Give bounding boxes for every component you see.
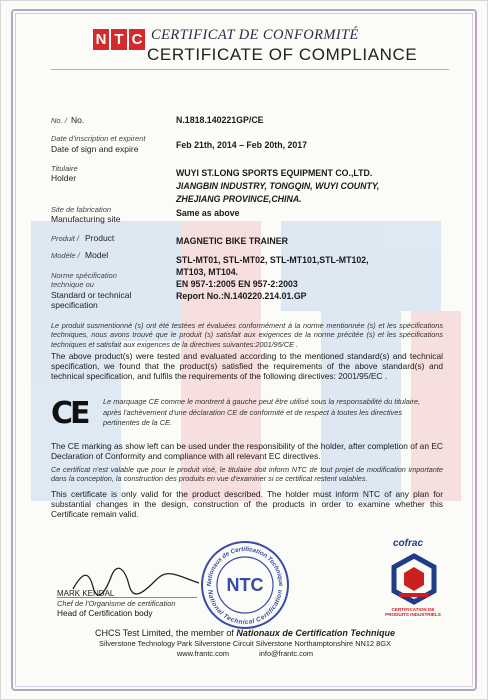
ce-text-fr-line-3: pertinentes de la CE.: [103, 418, 173, 427]
seal-bottom-text: National Technical Certification: [206, 589, 284, 627]
signatory-name: MARK KENDAL: [57, 589, 115, 598]
ce-text-fr-line-2: après l'achèvement d'une déclaration CE de conformité et de respect à toutes les directives: [103, 407, 403, 417]
product-label-en: Product: [85, 233, 115, 243]
title-french: CERTIFICAT DE CONFORMITÉ: [151, 27, 359, 43]
standard-label-en-2: specification: [51, 300, 98, 310]
certificate-number: N.1818.140221GP/CE: [176, 115, 264, 125]
holder-name: WUYI ST.LONG SPORTS EQUIPMENT CO.,LTD.: [176, 168, 373, 178]
footer-company: CHCS Test Limited, the member of: [94, 628, 237, 638]
standard-value: EN 957-1:2005 EN 957-2:2003: [176, 279, 298, 289]
validity-fr: Ce certificat n'est valable que pour le produit visé, le titulaire doit inform NTC de tout projet de modification importante dans la conception, la construction des produits en vue d'examiner si ce certificat restent valables.: [51, 465, 443, 484]
site-label-en: Manufacturing site: [51, 214, 121, 224]
site-label-fr: Site de fabrication: [51, 205, 112, 214]
statement-en: The above product(s) were tested and evaluated according to the mentioned standard(s) and technical specification, we found that the product(s) satisfied the requirements of the above standard(s) and technical specification, and fulfils the requirements of the following directives: 2001/95/EC .: [51, 351, 443, 382]
cofrac-label: cofrac: [393, 538, 424, 549]
ntc-seal-stamp: [199, 539, 291, 631]
validity-en: This certificate is only valid for the product described. The holder must inform NTC of any plan for substantial changes in the design, construction of the products in order to examine whether this Certificate remain valid.: [51, 489, 443, 520]
ce-text-fr: [103, 397, 441, 429]
cofrac-text: CERTIFICATION DE PRODUITS INDUSTRIELS: [385, 607, 441, 618]
logo-letter-c: C: [129, 29, 145, 50]
model-label-en: Model: [85, 250, 109, 260]
product-label-fr: Produit /: [51, 234, 79, 243]
no-label-fr: No. /: [51, 116, 67, 125]
holder-address-2: ZHEJIANG PROVINCE,CHINA.: [176, 194, 302, 204]
site-value: Same as above: [176, 208, 240, 218]
standard-label-fr-2: technique ou: [51, 280, 94, 289]
standard-label-en-1: Standard or technical: [51, 290, 132, 300]
holder-label-en: Holder: [51, 173, 77, 183]
holder-address-1: JIANGBIN INDUSTRY, TONGQIN, WUYI COUNTY,: [176, 181, 380, 191]
statement-fr: Le produit susmentionné (s) ont été testées et évaluées conformément à la norme mentionnée (s) et les spécifications techniques, nous avons trouvé que le produit (s) satisfait aux exigences de la norme précitée (s) et les spécifications techniques et satisfait aux exigences de la directives suivantes:2001/95/CE .: [51, 321, 443, 349]
footer-website-link[interactable]: www.frantc.com: [176, 649, 230, 658]
ce-text-en: The CE marking as show left can be used under the responsibility of the holder, after completion of an EC Declaration of Conformity and compliance with all relevant EC directives.: [51, 441, 443, 462]
report-number: Report No.:N.140220.214.01.GP: [176, 291, 307, 301]
footer-contact: [31, 649, 459, 658]
ce-mark-icon: CE: [51, 396, 88, 431]
logo-letter-n: N: [93, 29, 109, 50]
seal-center-text: NTC: [226, 575, 264, 595]
cofrac-hexagon-icon: [389, 553, 439, 605]
footer-address: Silverstone Technology Park Silverstone Circuit Silverstone Northamptonshire NN12 8GX: [99, 639, 391, 648]
holder-label-fr: Titulaire: [51, 164, 78, 173]
model-value-2: MT103, MT104.: [176, 267, 239, 277]
ntc-logo: [93, 29, 145, 50]
date-label-en: Date of sign and expire: [51, 144, 139, 154]
model-value-1: STL-MT01, STL-MT02, STL-MT101,STL-MT102,: [176, 255, 369, 265]
signatory-title-fr: Chef de l'Organisme de certification: [57, 599, 176, 608]
date-label-fr: Date d'inscription et expirent: [51, 134, 146, 143]
title-english: CERTIFICATE OF COMPLIANCE: [147, 45, 418, 64]
signatory-title-en: Head of Certification body: [57, 608, 153, 618]
logo-letter-t: T: [111, 29, 127, 50]
footer-org-name: Nationaux de Certification Technique: [236, 628, 396, 638]
footer-email-link[interactable]: info@frantc.com: [259, 649, 314, 658]
footer-line-1: [31, 628, 459, 638]
standard-label-fr-1: Norme spécification: [51, 271, 117, 280]
ce-text-fr-line-1: Le marquage CE comme le montrent à gauche peut être utilisé sous la responsabilité du titulaire,: [103, 397, 421, 406]
model-label-fr: Modèle /: [51, 251, 80, 260]
seal-top-text: Nationaux de Certification Technique: [205, 545, 285, 587]
header-divider: [51, 69, 449, 70]
date-value: Feb 21th, 2014 – Feb 20th, 2017: [176, 140, 308, 150]
product-value: MAGNETIC BIKE TRAINER: [176, 236, 288, 246]
no-label-en: No.: [71, 115, 85, 125]
